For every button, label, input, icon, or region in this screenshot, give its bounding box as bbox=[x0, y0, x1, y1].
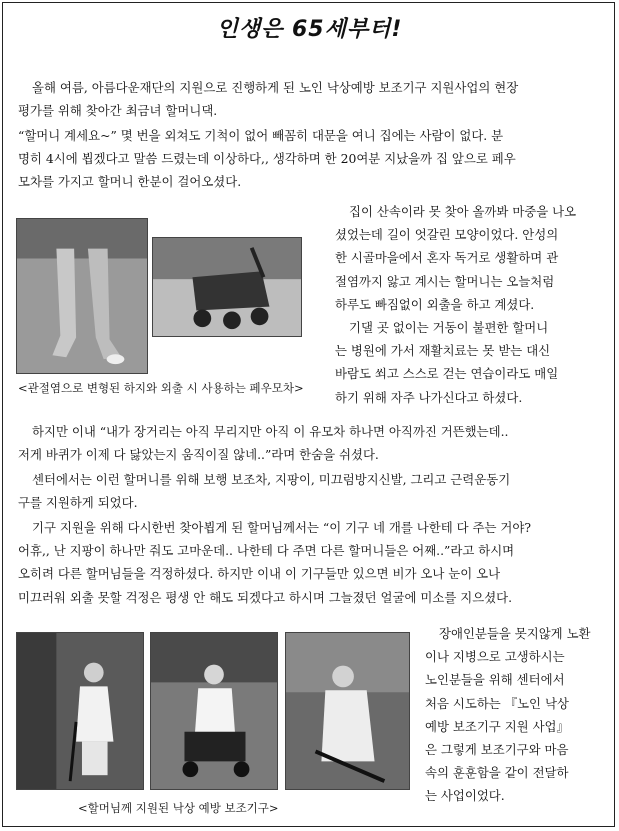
text-line: 속의 훈훈함을 같이 전달하 bbox=[425, 765, 569, 781]
text-line: 처음 시도하는 『노인 낙상 bbox=[425, 695, 569, 711]
text-line: 센터에서는 이런 할머니를 위해 보행 보조차, 지팡이, 미끄럼방지신발, 그리고 근력운동기 bbox=[32, 472, 511, 487]
paragraph-7 bbox=[18, 516, 531, 609]
text-line: 어휴,, 난 지팡이 하나만 줘도 고마운데.. 나한테 다 주면 다른 할머니들은 어째..”라고 하시며 bbox=[18, 543, 515, 559]
paragraph-6 bbox=[18, 468, 510, 514]
text-line: 는 사업이었다. bbox=[425, 788, 505, 804]
text-line: 하기 위해 자주 나가신다고 하셨다. bbox=[335, 389, 523, 405]
text-line: 노인분들을 위해 센터에서 bbox=[425, 672, 565, 688]
text-line: 셨었는데 길이 엇갈린 모양이었다. 안성의 bbox=[335, 227, 559, 243]
text-line: 절염까지 앓고 계시는 할머니는 오늘처럼 bbox=[335, 273, 555, 289]
text-line: 미끄러워 외출 못할 걱정은 평생 안 해도 되겠다고 하시며 그늘졌던 얼굴에 미소를 지으셨다. bbox=[18, 589, 513, 605]
text-line: 한 시골마을에서 혼자 독거로 생활하며 관 bbox=[335, 250, 559, 266]
text-line: 집이 산속이라 못 찾아 올까봐 마중을 나오 bbox=[349, 204, 577, 219]
text-line: 오히려 다른 할머님들을 걱정하셨다. 하지만 이내 이 기구들만 있으면 비가 오나 눈이 오나 bbox=[18, 566, 501, 582]
text-line: 기구 지원을 위해 다시한번 찾아뵙게 된 할머님께서는 “이 기구 네 개를 나한테 다 주는 거야? bbox=[32, 520, 532, 535]
top-photo-caption: <관절염으로 변형된 하지와 외출 시 사용하는 페우모차> bbox=[18, 381, 304, 395]
text-line: 예방 보조기구 지원 사업』 bbox=[425, 718, 569, 734]
bottom-photo-caption: <할머님께 지원된 낙상 예방 보조기구> bbox=[78, 801, 279, 815]
paragraph-4 bbox=[335, 316, 558, 409]
text-line: 이나 지병으로 고생하시는 bbox=[425, 649, 565, 665]
text-line: 올해 여름, 아름다운재단의 지원으로 진행하게 된 노인 낙상예방 보조기구 지원사업의 현장 bbox=[32, 80, 519, 95]
text-line: 평가를 위해 찾아간 최금녀 할머니댁. bbox=[18, 103, 218, 119]
text-line: 구를 지원하게 되었다. bbox=[18, 495, 138, 511]
paragraph-8 bbox=[425, 622, 591, 808]
text-line: 하루도 빠짐없이 외출을 하고 계셨다. bbox=[335, 296, 535, 312]
text-line: 저게 바퀴가 이제 다 닳았는지 움직이질 않네..”라며 한숨을 쉬셨다. bbox=[18, 447, 379, 463]
text-line: 하지만 이내 “내가 장거리는 아직 무리지만 아직 이 유모차 하나면 아직까진 거뜬했는데.. bbox=[32, 424, 509, 439]
legs-photo bbox=[16, 218, 148, 374]
paragraph-2 bbox=[18, 124, 516, 194]
text-line: 기댈 곳 없이는 거동이 불편한 할머니 bbox=[349, 320, 549, 335]
page-title: 인생은 65세부터! bbox=[216, 17, 403, 42]
paragraph-5 bbox=[18, 420, 508, 466]
text-line: 은 그렇게 보조기구와 마음 bbox=[425, 742, 569, 758]
grandmother-walker-photo bbox=[150, 632, 278, 790]
text-line: 명히 4시에 뵙겠다고 말씀 드렸는데 이상하다,, 생각하며 한 20여분 지났을까 집 앞으로 페우 bbox=[18, 151, 516, 167]
grandmother-cane-photo bbox=[16, 632, 144, 790]
text-line: 장애인분들을 못지않게 노환 bbox=[439, 626, 591, 641]
paragraph-3 bbox=[335, 200, 576, 316]
text-line: 바람도 쐬고 스스로 걷는 연습이라도 매일 bbox=[335, 366, 559, 382]
stroller-photo-icon bbox=[153, 238, 301, 336]
grandmother-exercise-photo bbox=[285, 632, 410, 790]
text-line: 는 병원에 가서 재활치료는 못 받는 대신 bbox=[335, 343, 551, 359]
grandmother-cane-photo-icon bbox=[17, 633, 143, 789]
grandmother-exercise-photo-icon bbox=[286, 633, 409, 789]
text-line: 모차를 가지고 할머니 한분이 걸어오셨다. bbox=[18, 174, 242, 190]
text-line: “할머니 계세요~” 몇 번을 외쳐도 기척이 없어 빼꼼히 대문을 여니 집에는 사람이 없다. 분 bbox=[18, 128, 504, 143]
grandmother-walker-photo-icon bbox=[151, 633, 277, 789]
paragraph-1 bbox=[18, 76, 518, 122]
stroller-photo bbox=[152, 237, 302, 337]
legs-photo-icon bbox=[17, 219, 147, 373]
